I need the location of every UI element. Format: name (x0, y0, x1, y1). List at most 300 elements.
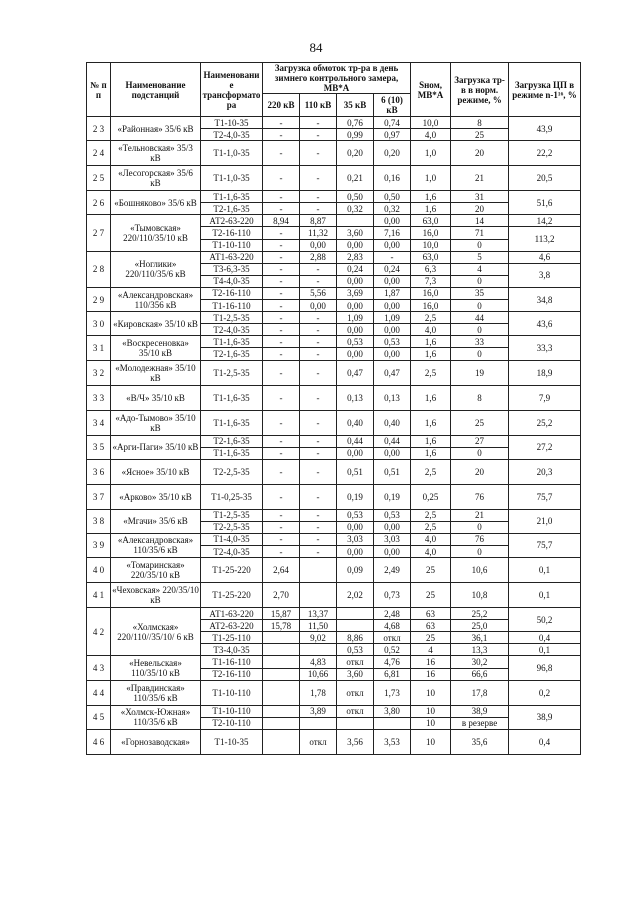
load-norm-value: 0 (451, 545, 509, 557)
load-110kv: - (300, 141, 337, 166)
snom-value: 4,0 (411, 533, 451, 545)
snom-value: 10 (411, 680, 451, 705)
load-35kv: 3,03 (337, 533, 374, 545)
load-6kv: 7,16 (374, 227, 411, 239)
load-220kv: 8,94 (263, 215, 300, 227)
snom-value: 1,6 (411, 435, 451, 447)
snom-value: 1,6 (411, 348, 451, 360)
table-row (87, 435, 581, 447)
snom-value: 7,3 (411, 275, 451, 287)
load-6kv: 0,97 (374, 129, 411, 141)
load-35kv: откл (337, 705, 374, 717)
load-norm-value: 38,9 (451, 705, 509, 717)
load-35kv (337, 717, 374, 729)
load-35kv: 3,60 (337, 668, 374, 680)
snom-value: 16,0 (411, 227, 451, 239)
load-35kv: 0,13 (337, 385, 374, 410)
load-220kv (263, 729, 300, 754)
load-220kv: - (263, 129, 300, 141)
substation-name: «Арково» 35/10 кВ (111, 484, 201, 509)
load-110kv (300, 717, 337, 729)
transformer-name: Т2-10-110 (201, 717, 263, 729)
transformer-name: Т1-10-35 (201, 729, 263, 754)
row-number: 3 5 (87, 435, 111, 459)
transformer-name: Т2-1,6-35 (201, 203, 263, 215)
load-6kv: 0,20 (374, 141, 411, 166)
load-cp-value: 18,9 (509, 360, 581, 385)
snom-value: 16,0 (411, 300, 451, 312)
transformer-name: Т2-2,5-35 (201, 521, 263, 533)
load-35kv: 2,83 (337, 251, 374, 263)
load-norm-value: 27 (451, 435, 509, 447)
load-35kv: 0,47 (337, 360, 374, 385)
table-row (87, 705, 581, 717)
table-row (87, 215, 581, 227)
load-110kv: - (300, 324, 337, 336)
row-number: 3 4 (87, 410, 111, 435)
transformer-name: Т2-4,0-35 (201, 545, 263, 557)
row-number: 3 3 (87, 385, 111, 410)
load-norm-value: 21 (451, 509, 509, 521)
substation-name: «Ноглики» 220/110/35/6 кВ (111, 251, 201, 287)
load-cp-value: 20,5 (509, 166, 581, 191)
transformer-name: Т3-4,0-35 (201, 644, 263, 656)
transformer-name: Т1-25-220 (201, 558, 263, 583)
load-norm-value: 44 (451, 312, 509, 324)
load-220kv: - (263, 141, 300, 166)
load-220kv: - (263, 263, 300, 275)
snom-value: 63,0 (411, 251, 451, 263)
load-110kv: - (300, 263, 337, 275)
load-35kv: 0,00 (337, 521, 374, 533)
row-number: 4 1 (87, 583, 111, 608)
substation-name: «Тельновская» 35/3 кВ (111, 141, 201, 166)
load-220kv: 2,70 (263, 583, 300, 608)
table-row (87, 459, 581, 484)
load-110kv: - (300, 509, 337, 521)
snom-value: 10,0 (411, 117, 451, 129)
load-35kv: 0,24 (337, 263, 374, 275)
snom-value: 25 (411, 583, 451, 608)
header-transformer: Наименование трансформатора (201, 63, 263, 117)
load-norm-value: 0 (451, 447, 509, 459)
transformer-name: Т1-10-110 (201, 239, 263, 251)
load-35kv: 0,00 (337, 300, 374, 312)
row-number: 4 3 (87, 656, 111, 680)
row-number: 4 4 (87, 680, 111, 705)
load-6kv: 3,53 (374, 729, 411, 754)
load-norm-value: 25,2 (451, 608, 509, 620)
load-110kv (300, 583, 337, 608)
load-220kv: 2,64 (263, 558, 300, 583)
load-6kv: 1,73 (374, 680, 411, 705)
load-norm-value: 13,3 (451, 644, 509, 656)
load-norm-value: 35,6 (451, 729, 509, 754)
load-110kv: - (300, 447, 337, 459)
load-220kv (263, 656, 300, 668)
load-35kv: 0,09 (337, 558, 374, 583)
load-110kv: - (300, 336, 337, 348)
load-cp-value: 96,8 (509, 656, 581, 680)
load-cp-value: 0,1 (509, 583, 581, 608)
transformer-name: Т2-1,6-35 (201, 348, 263, 360)
load-cp-value: 34,8 (509, 287, 581, 311)
load-norm-value: 0 (451, 521, 509, 533)
row-number: 3 9 (87, 533, 111, 557)
load-cp-value: 50,2 (509, 608, 581, 632)
load-35kv: 3,56 (337, 729, 374, 754)
load-35kv: 3,60 (337, 227, 374, 239)
transformer-name: Т1-4,0-35 (201, 533, 263, 545)
table-row (87, 608, 581, 620)
table-row (87, 410, 581, 435)
load-35kv: 0,44 (337, 435, 374, 447)
row-number: 2 8 (87, 251, 111, 287)
table-row (87, 484, 581, 509)
transformer-name: Т2-16-110 (201, 227, 263, 239)
load-35kv: 0,53 (337, 336, 374, 348)
load-110kv: откл (300, 729, 337, 754)
load-6kv: 0,47 (374, 360, 411, 385)
load-norm-value: 0 (451, 300, 509, 312)
transformer-name: Т1-2,5-35 (201, 509, 263, 521)
transformer-name: АТ2-63-220 (201, 215, 263, 227)
load-cp-value: 21,0 (509, 509, 581, 533)
load-220kv: - (263, 447, 300, 459)
load-220kv (263, 705, 300, 717)
snom-value: 1,6 (411, 203, 451, 215)
load-6kv: 0,00 (374, 324, 411, 336)
load-cp-value: 3,8 (509, 263, 581, 287)
transformer-name: Т1-16-110 (201, 300, 263, 312)
load-6kv: 0,74 (374, 117, 411, 129)
load-6kv: 2,49 (374, 558, 411, 583)
load-cp-value: 75,7 (509, 484, 581, 509)
header-snom: Sном, МВ*А (411, 63, 451, 117)
row-number: 4 6 (87, 729, 111, 754)
load-norm-value: 76 (451, 484, 509, 509)
snom-value: 10 (411, 705, 451, 717)
load-6kv: 0,16 (374, 166, 411, 191)
load-220kv: - (263, 336, 300, 348)
snom-value: 4,0 (411, 129, 451, 141)
snom-value: 63,0 (411, 215, 451, 227)
substation-name: «Правдинская» 110/35/6 кВ (111, 680, 201, 705)
load-norm-value: 71 (451, 227, 509, 239)
transformer-name: Т1-1,6-35 (201, 410, 263, 435)
load-norm-value: 8 (451, 385, 509, 410)
load-6kv (374, 717, 411, 729)
load-norm-value: 25 (451, 129, 509, 141)
load-norm-value: в резерве (451, 717, 509, 729)
row-number: 4 5 (87, 705, 111, 729)
load-35kv: 0,50 (337, 191, 374, 203)
transformer-name: Т1-10-110 (201, 680, 263, 705)
load-110kv: - (300, 385, 337, 410)
load-6kv: 0,00 (374, 545, 411, 557)
load-35kv: 0,76 (337, 117, 374, 129)
load-110kv: 10,66 (300, 668, 337, 680)
load-110kv (300, 644, 337, 656)
load-6kv: 0,19 (374, 484, 411, 509)
load-6kv: 0,53 (374, 336, 411, 348)
load-6kv: 4,76 (374, 656, 411, 668)
header-load-cp: Загрузка ЦП в режиме n-1¹⁶, % (509, 63, 581, 117)
table-row (87, 287, 581, 299)
substation-name: «Лесогорская» 35/6 кВ (111, 166, 201, 191)
table-row (87, 117, 581, 129)
load-220kv: - (263, 275, 300, 287)
load-norm-value: 20 (451, 459, 509, 484)
load-6kv: 4,68 (374, 620, 411, 632)
snom-value: 63 (411, 608, 451, 620)
load-220kv: 15,87 (263, 608, 300, 620)
transformer-name: Т2-4,0-35 (201, 324, 263, 336)
load-110kv: - (300, 191, 337, 203)
snom-value: 1,6 (411, 447, 451, 459)
header-6kv: 6 (10) кВ (374, 94, 411, 117)
load-cp-value: 27,2 (509, 435, 581, 459)
load-norm-value: 20 (451, 141, 509, 166)
load-6kv: 0,24 (374, 263, 411, 275)
snom-value: 0,25 (411, 484, 451, 509)
load-6kv: 0,51 (374, 459, 411, 484)
header-110kv: 110 кВ (300, 94, 337, 117)
load-6kv: 0,53 (374, 509, 411, 521)
load-35kv: 0,20 (337, 141, 374, 166)
load-norm-value: 76 (451, 533, 509, 545)
transformer-name: АТ1-63-220 (201, 251, 263, 263)
load-220kv: - (263, 251, 300, 263)
row-number: 3 0 (87, 312, 111, 336)
load-110kv: - (300, 545, 337, 557)
transformer-name: Т2-1,6-35 (201, 435, 263, 447)
load-norm-value: 5 (451, 251, 509, 263)
load-norm-value: 0 (451, 275, 509, 287)
header-load-norm: Загрузка тр-в в норм. режиме, % (451, 63, 509, 117)
load-220kv: - (263, 521, 300, 533)
transformer-name: АТ2-63-220 (201, 620, 263, 632)
table-row (87, 141, 581, 166)
load-35kv: 0,00 (337, 545, 374, 557)
table-body (87, 117, 581, 755)
load-6kv: откл (374, 632, 411, 644)
transformer-name: Т1-1,6-35 (201, 385, 263, 410)
snom-value: 4,0 (411, 324, 451, 336)
load-norm-value: 21 (451, 166, 509, 191)
load-110kv: 0,00 (300, 239, 337, 251)
row-number: 3 2 (87, 360, 111, 385)
substation-name: «Воскресеновка» 35/10 кВ (111, 336, 201, 360)
load-norm-value: 25 (451, 410, 509, 435)
load-220kv (263, 644, 300, 656)
substation-name: «Чеховская» 220/35/10 кВ (111, 583, 201, 608)
load-cp-value: 14,2 (509, 215, 581, 227)
substation-name: «В/Ч» 35/10 кВ (111, 385, 201, 410)
row-number: 3 7 (87, 484, 111, 509)
snom-value: 2,5 (411, 312, 451, 324)
load-6kv: 0,44 (374, 435, 411, 447)
row-number: 2 5 (87, 166, 111, 191)
row-number: 2 6 (87, 191, 111, 215)
row-number: 4 2 (87, 608, 111, 656)
load-cp-value: 22,2 (509, 141, 581, 166)
load-110kv: - (300, 203, 337, 215)
substation-name: «Александровская» 110/35/6 кВ (111, 533, 201, 557)
row-number: 4 0 (87, 558, 111, 583)
load-cp-value: 0,1 (509, 558, 581, 583)
load-35kv: 0,40 (337, 410, 374, 435)
load-6kv: 3,80 (374, 705, 411, 717)
snom-value: 10 (411, 729, 451, 754)
page-number: 84 (309, 40, 323, 55)
row-number: 3 6 (87, 459, 111, 484)
row-number: 3 1 (87, 336, 111, 360)
snom-value: 16 (411, 656, 451, 668)
substation-name: «Томаринская» 220/35/10 кВ (111, 558, 201, 583)
load-6kv: 0,00 (374, 521, 411, 533)
load-110kv: 8,87 (300, 215, 337, 227)
table-row (87, 509, 581, 521)
transformer-name: Т1-1,0-35 (201, 141, 263, 166)
header-no: № п п (87, 63, 111, 117)
table-row (87, 583, 581, 608)
table-row (87, 166, 581, 191)
load-110kv: - (300, 459, 337, 484)
load-110kv: - (300, 312, 337, 324)
load-35kv (337, 608, 374, 620)
load-110kv: 1,78 (300, 680, 337, 705)
load-35kv: 0,99 (337, 129, 374, 141)
snom-value: 4,0 (411, 545, 451, 557)
load-norm-value: 8 (451, 117, 509, 129)
load-110kv: 2,88 (300, 251, 337, 263)
load-110kv: - (300, 484, 337, 509)
load-220kv (263, 680, 300, 705)
substation-name: «Адо-Тымово» 35/10 кВ (111, 410, 201, 435)
load-6kv: 1,87 (374, 287, 411, 299)
load-norm-value: 14 (451, 215, 509, 227)
load-220kv: - (263, 203, 300, 215)
load-6kv: 0,13 (374, 385, 411, 410)
load-6kv: 0,00 (374, 348, 411, 360)
load-cp-value: 7,9 (509, 385, 581, 410)
snom-value: 10 (411, 717, 451, 729)
load-6kv: 0,00 (374, 215, 411, 227)
table-row (87, 312, 581, 324)
load-110kv: 3,89 (300, 705, 337, 717)
load-norm-value: 30,2 (451, 656, 509, 668)
load-110kv: - (300, 521, 337, 533)
load-220kv: - (263, 410, 300, 435)
table-row (87, 191, 581, 203)
substation-load-table (86, 62, 581, 755)
load-220kv (263, 717, 300, 729)
snom-value: 1,6 (411, 191, 451, 203)
snom-value: 25 (411, 558, 451, 583)
load-110kv: 4,83 (300, 656, 337, 668)
substation-name: «Александровская» 110/356 кВ (111, 287, 201, 311)
load-110kv (300, 558, 337, 583)
substation-name: «Кировская» 35/10 кВ (111, 312, 201, 336)
snom-value: 1,6 (411, 410, 451, 435)
load-220kv: - (263, 287, 300, 299)
transformer-name: Т1-10-35 (201, 117, 263, 129)
load-35kv: откл (337, 680, 374, 705)
load-110kv: 5,56 (300, 287, 337, 299)
load-110kv: - (300, 360, 337, 385)
load-6kv: 1,09 (374, 312, 411, 324)
load-norm-value: 10,6 (451, 558, 509, 583)
load-6kv: - (374, 251, 411, 263)
load-6kv: 0,32 (374, 203, 411, 215)
header-load-group: Загрузка обмоток тр-ра в день зимнего контрольного замера, МВ*А (263, 63, 411, 94)
row-number: 2 7 (87, 215, 111, 251)
substation-name: «Ясное» 35/10 кВ (111, 459, 201, 484)
transformer-name: Т1-16-110 (201, 656, 263, 668)
snom-value: 1,6 (411, 385, 451, 410)
load-norm-value: 33 (451, 336, 509, 348)
load-35kv (337, 620, 374, 632)
load-220kv: - (263, 324, 300, 336)
substation-name: «Горнозаводская» (111, 729, 201, 754)
transformer-name: Т1-1,0-35 (201, 166, 263, 191)
load-35kv: 0,21 (337, 166, 374, 191)
load-35kv: 0,53 (337, 509, 374, 521)
load-220kv: 15,78 (263, 620, 300, 632)
load-6kv: 0,00 (374, 447, 411, 459)
load-cp-value: 0,1 (509, 644, 581, 656)
load-cp-value: 33,3 (509, 336, 581, 360)
load-110kv: 11,50 (300, 620, 337, 632)
load-6kv: 0,40 (374, 410, 411, 435)
snom-value: 10,0 (411, 239, 451, 251)
table-row (87, 336, 581, 348)
load-220kv: - (263, 239, 300, 251)
load-norm-value: 19 (451, 360, 509, 385)
substation-name: «Невельская» 110/35/10 кВ (111, 656, 201, 680)
load-norm-value: 35 (451, 287, 509, 299)
transformer-name: Т1-0,25-35 (201, 484, 263, 509)
load-220kv: - (263, 545, 300, 557)
snom-value: 2,5 (411, 509, 451, 521)
load-110kv: 11,32 (300, 227, 337, 239)
load-110kv: 9,02 (300, 632, 337, 644)
snom-value: 1,0 (411, 141, 451, 166)
snom-value: 1,0 (411, 166, 451, 191)
load-110kv: - (300, 533, 337, 545)
load-cp-value: 43,9 (509, 117, 581, 141)
snom-value: 25 (411, 632, 451, 644)
load-220kv: - (263, 484, 300, 509)
snom-value: 16 (411, 668, 451, 680)
load-6kv: 6,81 (374, 668, 411, 680)
load-cp-value: 113,2 (509, 227, 581, 251)
load-cp-value: 25,2 (509, 410, 581, 435)
load-norm-value: 4 (451, 263, 509, 275)
load-35kv: откл (337, 656, 374, 668)
snom-value: 6,3 (411, 263, 451, 275)
transformer-name: Т1-2,5-35 (201, 312, 263, 324)
header-220kv: 220 кВ (263, 94, 300, 117)
transformer-name: Т1-1,6-35 (201, 336, 263, 348)
snom-value: 63 (411, 620, 451, 632)
substation-name: «Холмская» 220/110//35/10/ 6 кВ (111, 608, 201, 656)
load-35kv: 3,69 (337, 287, 374, 299)
load-220kv: - (263, 191, 300, 203)
transformer-name: Т1-2,5-35 (201, 360, 263, 385)
load-norm-value: 17,8 (451, 680, 509, 705)
